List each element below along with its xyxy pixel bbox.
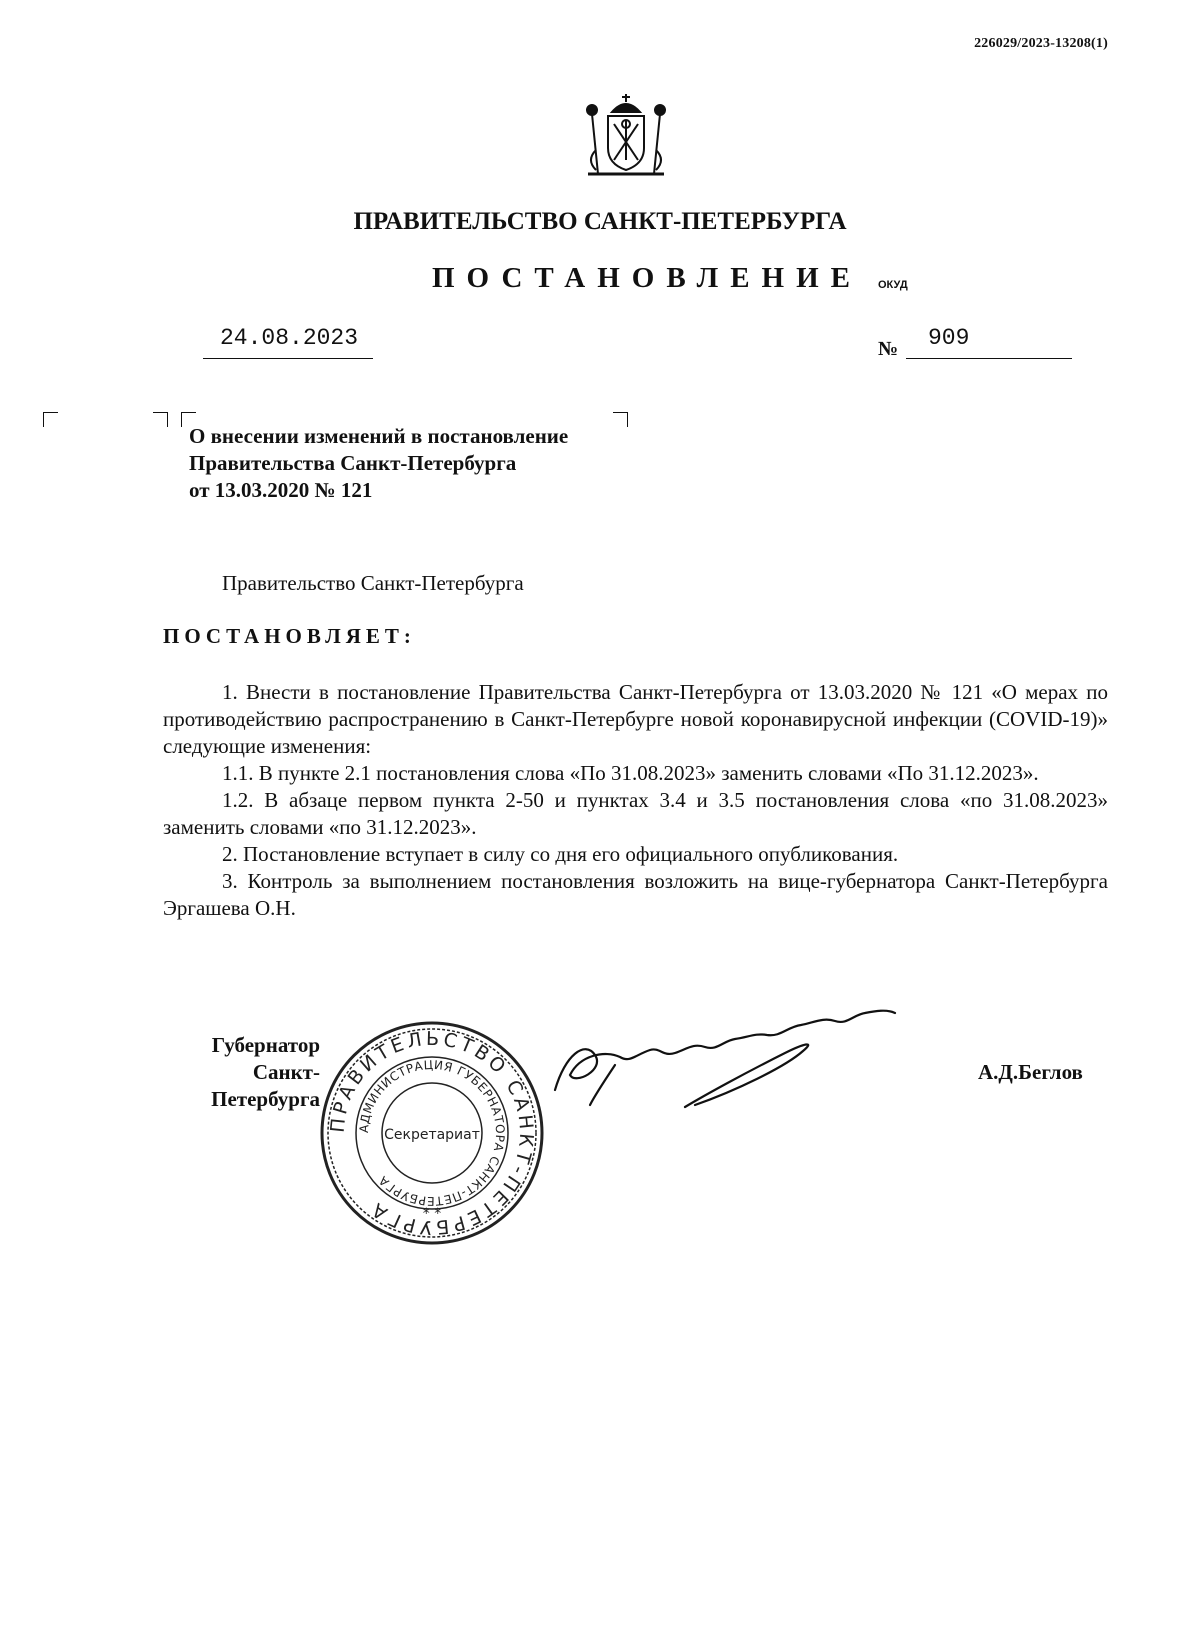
coat-of-arms-icon: [578, 90, 674, 180]
document-date: 24.08.2023: [220, 325, 359, 351]
svg-text:* *: * *: [422, 1206, 442, 1222]
corner-mark-subject-right-outer: [153, 412, 168, 427]
signature-title-line: Санкт-Петербурга: [211, 1060, 320, 1111]
number-label: №: [878, 338, 899, 360]
paragraph: 1.1. В пункте 2.1 постановления слова «По 31.08.2023» заменить словами «По 31.12.2023».: [222, 761, 1039, 785]
corner-mark-left: [43, 412, 58, 427]
seal-inner-text: АДМИНИСТРАЦИЯ ГУБЕРНАТОРА САНКТ-ПЕТЕРБУРГА: [356, 1057, 508, 1209]
signature-title: [162, 1032, 320, 1113]
document-subject: [189, 423, 568, 504]
document-body: [163, 679, 1108, 922]
subject-line: Правительства Санкт-Петербурга: [189, 451, 517, 475]
date-underline: [203, 358, 373, 359]
number-underline: [906, 358, 1072, 359]
paragraph: 1.2. В абзаце первом пункта 2-50 и пунктах 3.4 и 3.5 постановления слова «по 31.08.2023» заменить словами «по 31.12.2023».: [163, 788, 1108, 839]
okud-label: ОКУД: [878, 279, 908, 291]
paragraph: 2. Постановление вступает в силу со дня его официального опубликования.: [222, 842, 899, 866]
seal-center-text: Секретариат: [384, 1127, 480, 1143]
handwritten-signature-icon: [535, 995, 915, 1115]
document-number: 909: [928, 325, 970, 351]
seal-outer-text: ПРАВИТЕЛЬСТВО САНКТ-ПЕТЕРБУРГА: [326, 1027, 538, 1239]
resolves-heading: ПОСТАНОВЛЯЕТ:: [163, 624, 416, 648]
subject-line: от 13.03.2020 № 121: [189, 478, 373, 502]
signature-title-line: Губернатор: [211, 1033, 320, 1057]
official-seal-icon: [317, 1018, 547, 1248]
corner-mark-subject-right: [613, 412, 628, 427]
issuer-text: Правительство Санкт-Петербурга: [222, 571, 524, 595]
paragraph: 3. Контроль за выполнением постановления возложить на вице-губернатора Санкт-Петербурга Эргашева О.Н.: [163, 869, 1108, 920]
organization-title: ПРАВИТЕЛЬСТВО САНКТ-ПЕТЕРБУРГА: [353, 208, 847, 235]
registration-number: 226029/2023-13208(1): [974, 36, 1108, 51]
document-type-title: ПОСТАНОВЛЕНИЕ: [432, 262, 863, 294]
paragraph: 1. Внести в постановление Правительства Санкт-Петербурга от 13.03.2020 № 121 «О мерах по противодействию распространению в Санкт-Петербурге новой коронавирусной инфекции (COVID-19)» следующие изменения:: [163, 680, 1108, 758]
signer-name: А.Д.Беглов: [978, 1060, 1083, 1084]
subject-line: О внесении изменений в постановление: [189, 424, 569, 448]
